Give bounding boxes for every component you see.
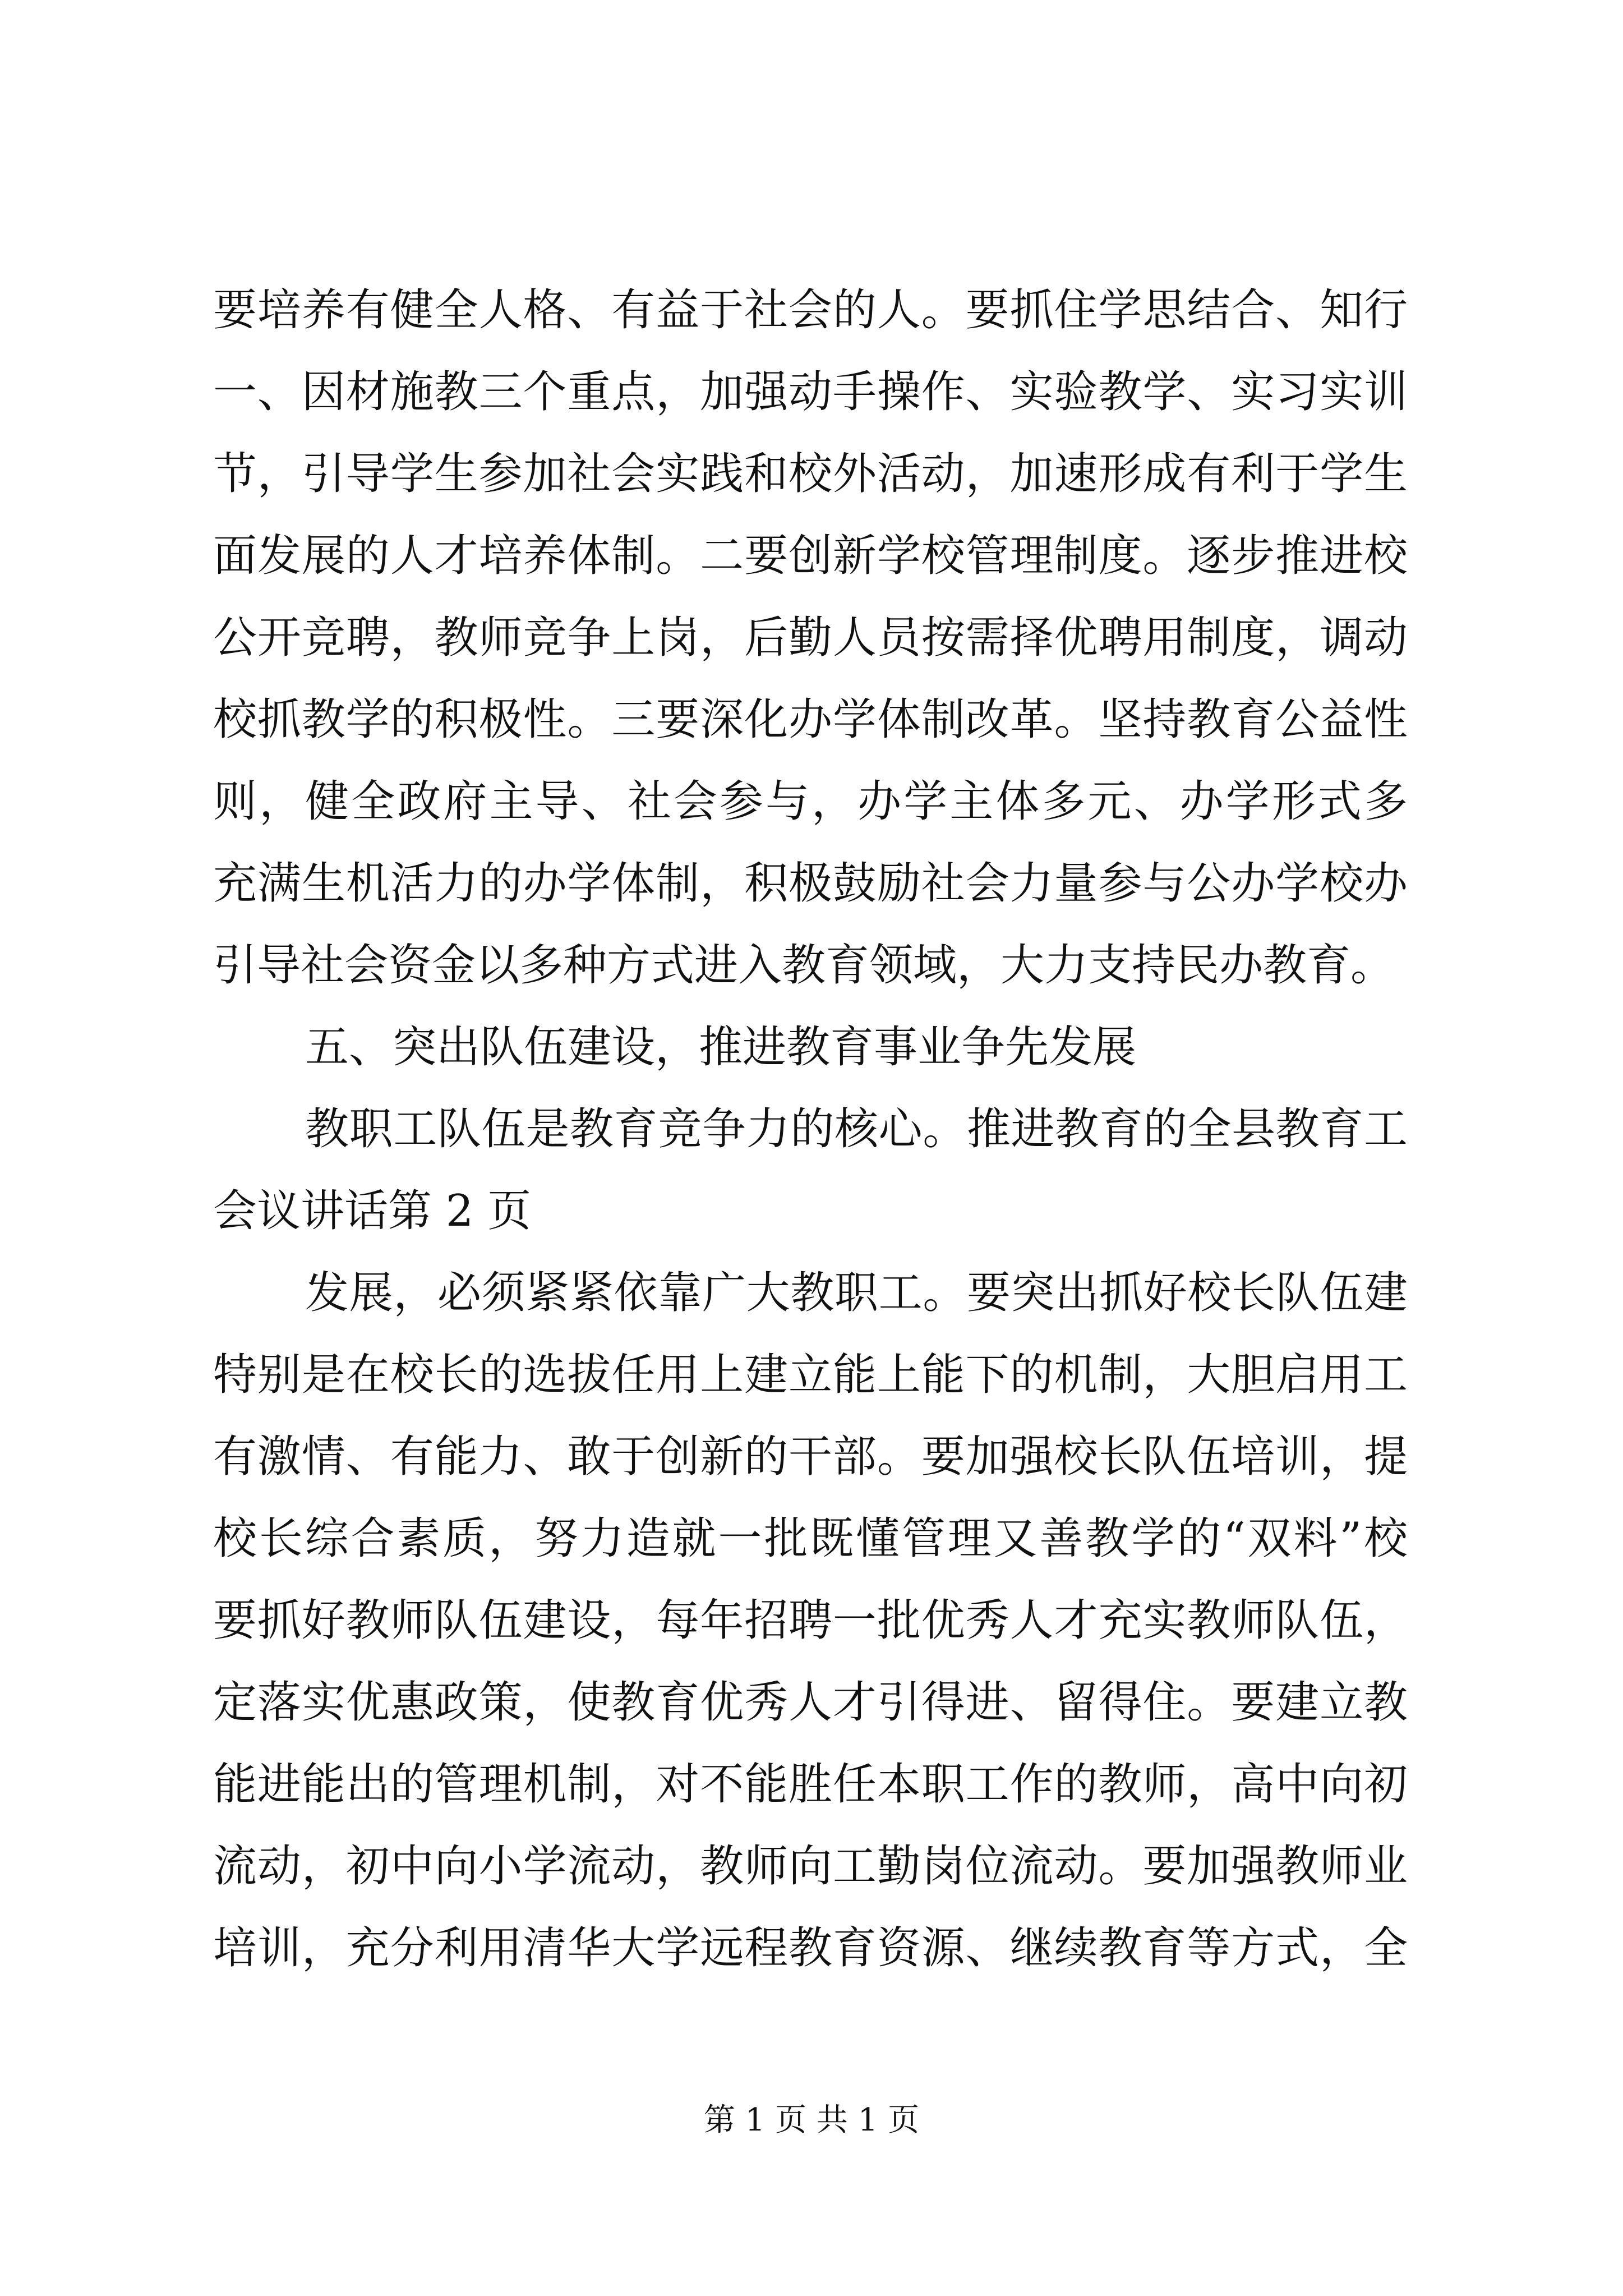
page-break-note: 会议讲话第 2 页: [213, 1186, 532, 1236]
text-line: 能进能出的管理机制，对不能胜任本职工作的教师，高中向初: [213, 1759, 1408, 1810]
text-line: 一、因材施教三个重点，加强动手操作、实验教学、实习实训: [213, 367, 1408, 417]
text-line: 有激情、有能力、敢于创新的干部。要加强校长队伍培训，提: [213, 1432, 1408, 1482]
text-line: 充满生机活力的办学体制，积极鼓励社会力量参与公办学校办: [213, 858, 1408, 909]
text-line: 校长综合素质，努力造就一批既懂管理又善教学的“双料”校: [213, 1513, 1408, 1564]
document-body: [213, 269, 1408, 1989]
text-line: 则，健全政府主导、社会参与，办学主体多元、办学形式多: [213, 776, 1408, 827]
text-line: 特别是在校长的选拔任用上建立能上能下的机制，大胆启用工: [213, 1350, 1408, 1400]
text-line: 定落实优惠政策，使教育优秀人才引得进、留得住。要建立教: [213, 1677, 1408, 1728]
text-line: 发展，必须紧紧依靠广大教职工。要突出抓好校长队伍建: [305, 1268, 1408, 1318]
text-line: 要培养有健全人格、有益于社会的人。要抓住学思结合、知行: [213, 285, 1408, 335]
text-line: 公开竞聘，教师竞争上岗，后勤人员按需择优聘用制度，调动: [213, 613, 1408, 663]
text-line: 培训，充分利用清华大学远程教育资源、继续教育等方式，全: [213, 1923, 1408, 1973]
text-line: 节，引导学生参加社会实践和校外活动，加速形成有利于学生: [213, 449, 1408, 499]
text-line: 校抓教学的积极性。三要深化办学体制改革。坚持教育公益性: [213, 694, 1408, 745]
text-line: 流动，初中向小学流动，教师向工勤岗位流动。要加强教师业: [213, 1841, 1408, 1892]
text-line: 要抓好教师队伍建设，每年招聘一批优秀人才充实教师队伍，: [213, 1595, 1408, 1646]
section-heading: 五、突出队伍建设，推进教育事业争先发展: [305, 1022, 1137, 1073]
text-line: 教职工队伍是教育竞争力的核心。推进教育的全县教育工: [305, 1104, 1408, 1154]
text-line: 面发展的人才培养体制。二要创新学校管理制度。逐步推进校: [213, 531, 1408, 581]
text-line: 引导社会资金以多种方式进入教育领域，大力支持民办教育。: [213, 940, 1395, 991]
page-footer: 第 1 页 共 1 页: [703, 2102, 920, 2138]
